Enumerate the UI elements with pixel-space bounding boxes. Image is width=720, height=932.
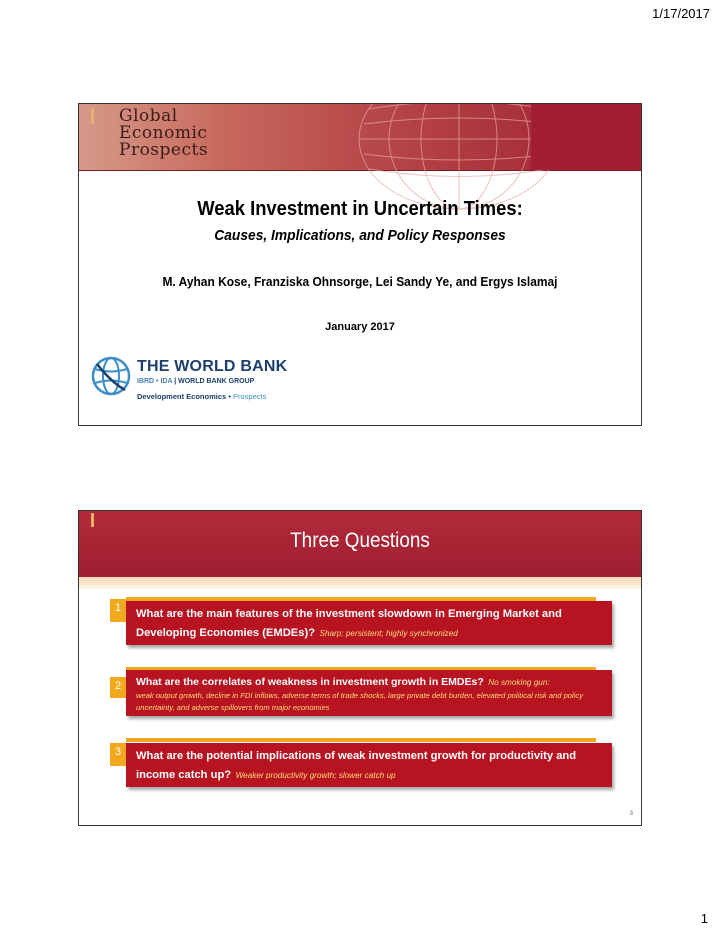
ibrd-ida: IBRD • IDA xyxy=(137,378,173,385)
question-note: Weaker productivity growth; slower catch up xyxy=(235,771,396,780)
header-strip xyxy=(79,577,641,589)
question-note: Sharp; persistent; highly synchronized xyxy=(319,629,458,638)
publication-date: January 2017 xyxy=(325,321,395,333)
question-number: 2 xyxy=(110,677,126,698)
header-tick xyxy=(91,513,94,527)
dept-line xyxy=(137,392,266,401)
banner-accent xyxy=(531,104,641,170)
world-bank-logo xyxy=(91,354,291,406)
page-date: 1/17/2017 xyxy=(652,6,710,21)
question-number: 3 xyxy=(110,743,126,766)
questions-slide xyxy=(78,510,642,826)
question-note: No smoking gun: xyxy=(488,678,550,687)
slide-title: Weak Investment in Uncertain Times: xyxy=(197,198,523,220)
slide-title: Three Questions xyxy=(290,529,430,552)
world-bank-name: THE WORLD BANK xyxy=(137,358,288,375)
dept-label: Development Economics • xyxy=(137,392,231,401)
question-text: What are the main features of the investment slowdown in Emerging Market and Developing Economies (EMDEs)? xyxy=(136,608,562,639)
question-box xyxy=(126,743,612,787)
world-bank-globe-icon xyxy=(91,356,131,396)
question-text: What are the correlates of weakness in investment growth in EMDEs? xyxy=(136,676,484,688)
authors: M. Ayhan Kose, Franziska Ohnsorge, Lei Sandy Ye, and Ergys Islamaj xyxy=(162,274,558,289)
gep-banner xyxy=(79,104,641,171)
banner-tick xyxy=(91,108,94,124)
slide-number: 3 xyxy=(629,811,633,817)
question-topline xyxy=(126,738,596,742)
page-number: 1 xyxy=(700,911,708,926)
question-number: 1 xyxy=(110,599,126,622)
question-text: What are the potential implications of weak investment growth for productivity and income catch up? xyxy=(136,750,577,781)
question-note-continued: weak output growth, decline in FDI inflows, adverse terms of trade shocks, large private debt burden, elevated political risk and policy uncertainty, and adverse spillovers from major economies xyxy=(136,691,583,712)
separator: | xyxy=(174,378,179,385)
question-box xyxy=(126,601,612,645)
question-box xyxy=(126,670,612,716)
title-slide xyxy=(78,103,642,426)
gep-wordmark: Global Economic Prospects xyxy=(119,106,209,160)
prospects-label: Prospects xyxy=(233,392,267,401)
world-bank-group-line xyxy=(137,378,254,385)
slide-header xyxy=(79,511,641,577)
slide-subtitle: Causes, Implications, and Policy Responses xyxy=(214,227,506,244)
wbg-label: WORLD BANK GROUP xyxy=(178,378,255,385)
